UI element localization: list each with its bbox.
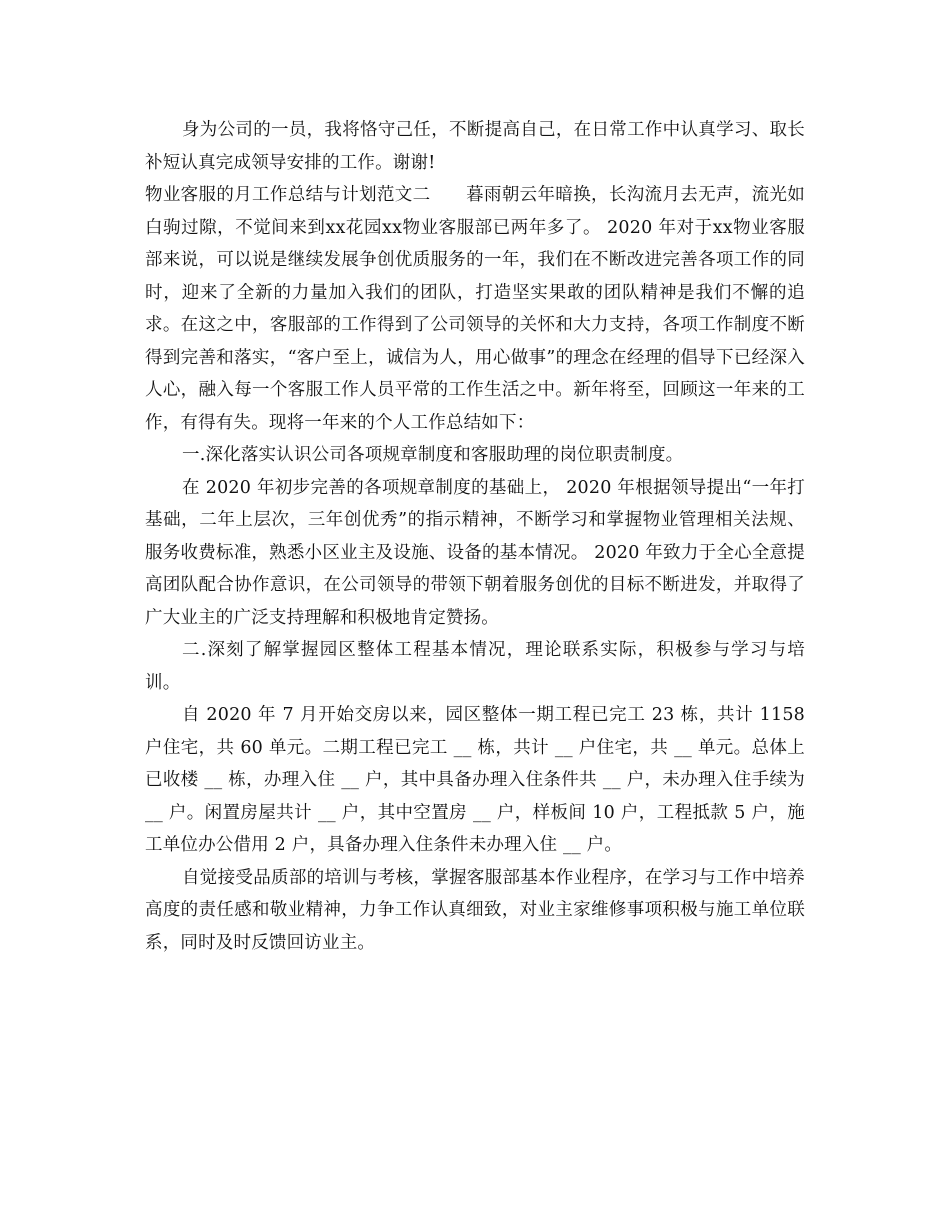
paragraph-section-2-training: 自觉接受品质部的培训与考核，掌握客服部基本作业程序，在学习与工作中培养高度的责任感和敬业精神，力争工作认真细致，对业主家维修事项积极与施工单位联系，同时及时反馈回访业主。 (145, 867, 805, 953)
document-body (145, 114, 805, 959)
paragraph-intro: 物业客服的月工作总结与计划范文二 暮雨朝云年暗换，长沟流月去无声，流光如白驹过隙，不觉间来到xx花园xx物业客服部已两年多了。 2020 年对于xx物业客服部来说，可以说是继续发展争创优质服务的一年，我们在不断改进完善各项工作的同时，迎来了全新的力量加入我们的团队，打造坚实果敢的团队精神是我们不懈的追求。在这之中，客服部的工作得到了公司领导的关怀和大力支持，各项工作制度不断得到完善和落实，“客户至上，诚信为人，用心做事”的理念在经理的倡导下已经深入人心，融入每一个客服工作人员平常的工作生活之中。新年将至，回顾这一年来的工作，有得有失。现将一年来的个人工作总结如下： (145, 185, 805, 433)
paragraph-section-2-stats: 自 2020 年 7 月开始交房以来，园区整体一期工程已完工 23 栋，共计 1158户住宅，共 60 单元。二期工程已完工 __ 栋，共计 __ 户住宅，共 __ 单元。总体上已收楼 __ 栋，办理入住 __ 户，其中具备办理入住条件共 __ 户，未办理入住手续为 __ 户。闲置房屋共计 __ 户，其中空置房 __ 户，样板间 10 户，工程抵款 5 户，施工单位办公借用 2 户，具备办理入住条件未办理入住 __ 户。 (145, 705, 805, 855)
section-heading-1: 一.深化落实认识公司各项规章制度和客服助理的岗位职责制度。 (182, 445, 684, 465)
section-heading-2: 二.深刻了解掌握园区整体工程基本情况，理论联系实际，积极参与学习与培训。 (145, 640, 805, 693)
paragraph-section-1: 在 2020 年初步完善的各项规章制度的基础上， 2020 年根据领导提出“一年打基础，二年上层次，三年创优秀”的指示精神，不断学习和掌握物业管理相关法规、服务收费标准，熟悉小区业主及设施、设备的基本情况。 2020 年致力于全心全意提高团队配合协作意识，在公司领导的带领下朝着服务创优的目标不断进发，并取得了广大业主的广泛支持理解和积极地肯定赞扬。 (145, 477, 805, 628)
paragraph-closing: 身为公司的一员，我将恪守己任，不断提高自己，在日常工作中认真学习、取长补短认真完成领导安排的工作。谢谢! (145, 120, 805, 173)
